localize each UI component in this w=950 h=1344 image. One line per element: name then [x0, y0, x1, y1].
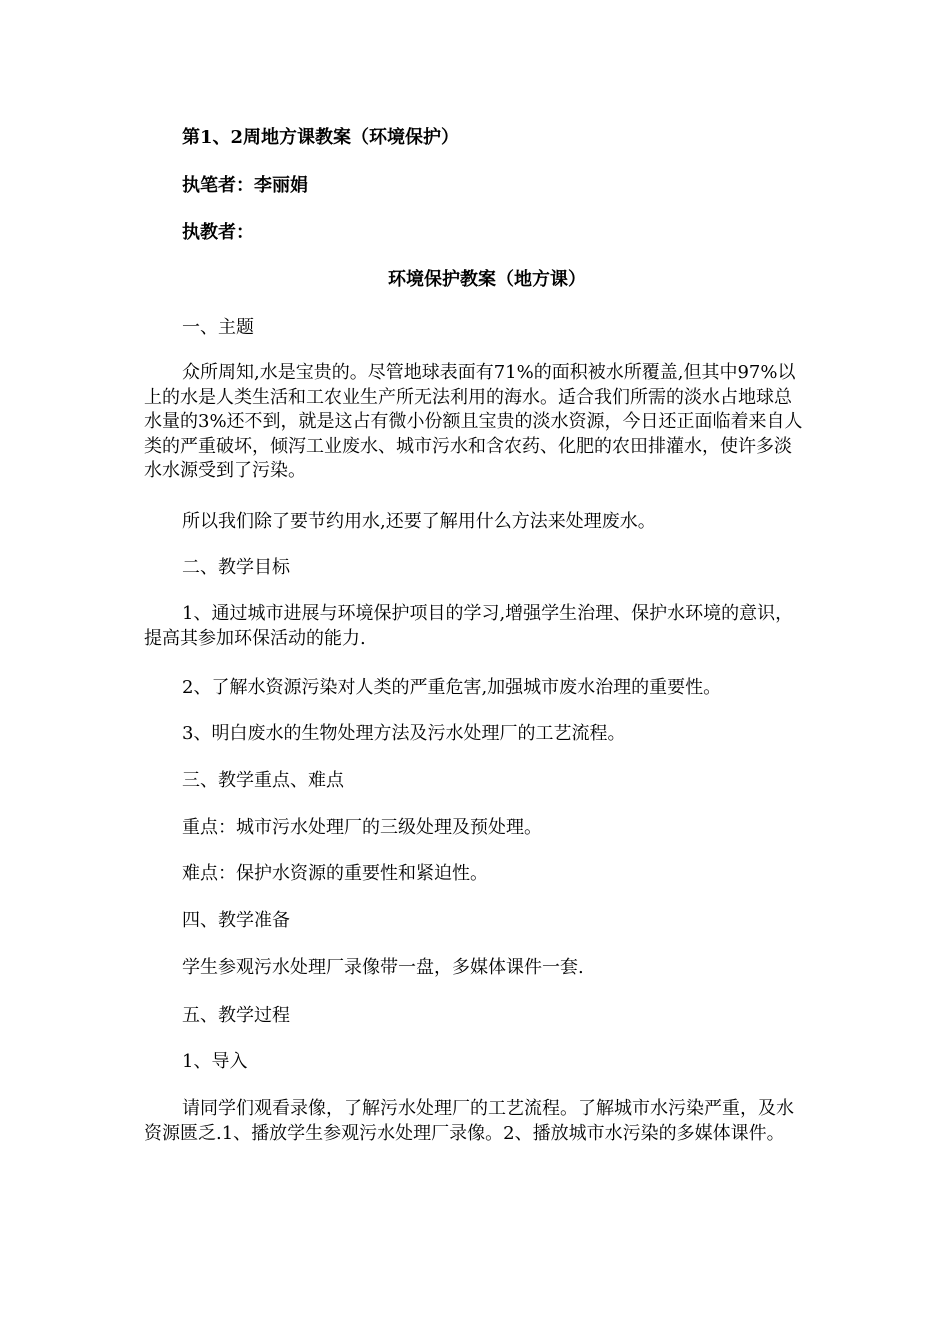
theme-paragraph-1: 众所周知,水是宝贵的。尽管地球表面有71%的面积被水所覆盖,但其中97%以上的水是人类生活和工农业生产所无法利用的海水。适合我们所需的淡水占地球总水量的3%还不到，就是这占有微小份额且宝贵的淡水资源，今日还正面临着来自人类的严重破坏，倾泻工业废水、城市污水和含农药、化肥的农田排灌水，使许多淡水水源受到了污染。 — [144, 362, 803, 481]
teacher-line: 执教者： — [182, 222, 254, 243]
lesson-plan-title: 第1、2周地方课教案（环境保护） — [182, 127, 460, 148]
theme-paragraph-2: 所以我们除了要节约用水,还要了解用什么方法来处理废水。 — [182, 511, 656, 532]
preparation-text: 学生参观污水处理厂录像带一盘，多媒体课件一套. — [182, 957, 584, 978]
process-sub-intro: 1、导入 — [182, 1051, 248, 1072]
goal-item-1: 1、通过城市进展与环境保护项目的学习,增强学生治理、保护水环境的意识，提高其参加环保活动的能力. — [144, 603, 794, 649]
difficulty-text: 难点：保护水资源的重要性和紧迫性。 — [182, 863, 488, 884]
key-point-text: 重点：城市污水处理厂的三级处理及预处理。 — [182, 817, 542, 838]
section-heading-process: 五、教学过程 — [182, 1005, 290, 1026]
goal-item-3: 3、明白废水的生物处理方法及污水处理厂的工艺流程。 — [182, 723, 626, 744]
section-heading-theme: 一、主题 — [182, 317, 254, 338]
document-title: 环境保护教案（地方课） — [388, 269, 586, 290]
section-heading-preparation: 四、教学准备 — [182, 910, 290, 931]
goal-item-2: 2、了解水资源污染对人类的严重危害,加强城市废水治理的重要性。 — [182, 677, 722, 698]
section-heading-goals: 二、教学目标 — [182, 557, 290, 578]
section-heading-key-points: 三、教学重点、难点 — [182, 770, 344, 791]
process-intro-paragraph: 请同学们观看录像，了解污水处理厂的工艺流程。了解城市水污染严重，及水资源匮乏.1、播放学生参观污水处理厂录像。2、播放城市水污染的多媒体课件。 — [144, 1098, 794, 1144]
author-line: 执笔者：李丽娟 — [182, 175, 308, 196]
